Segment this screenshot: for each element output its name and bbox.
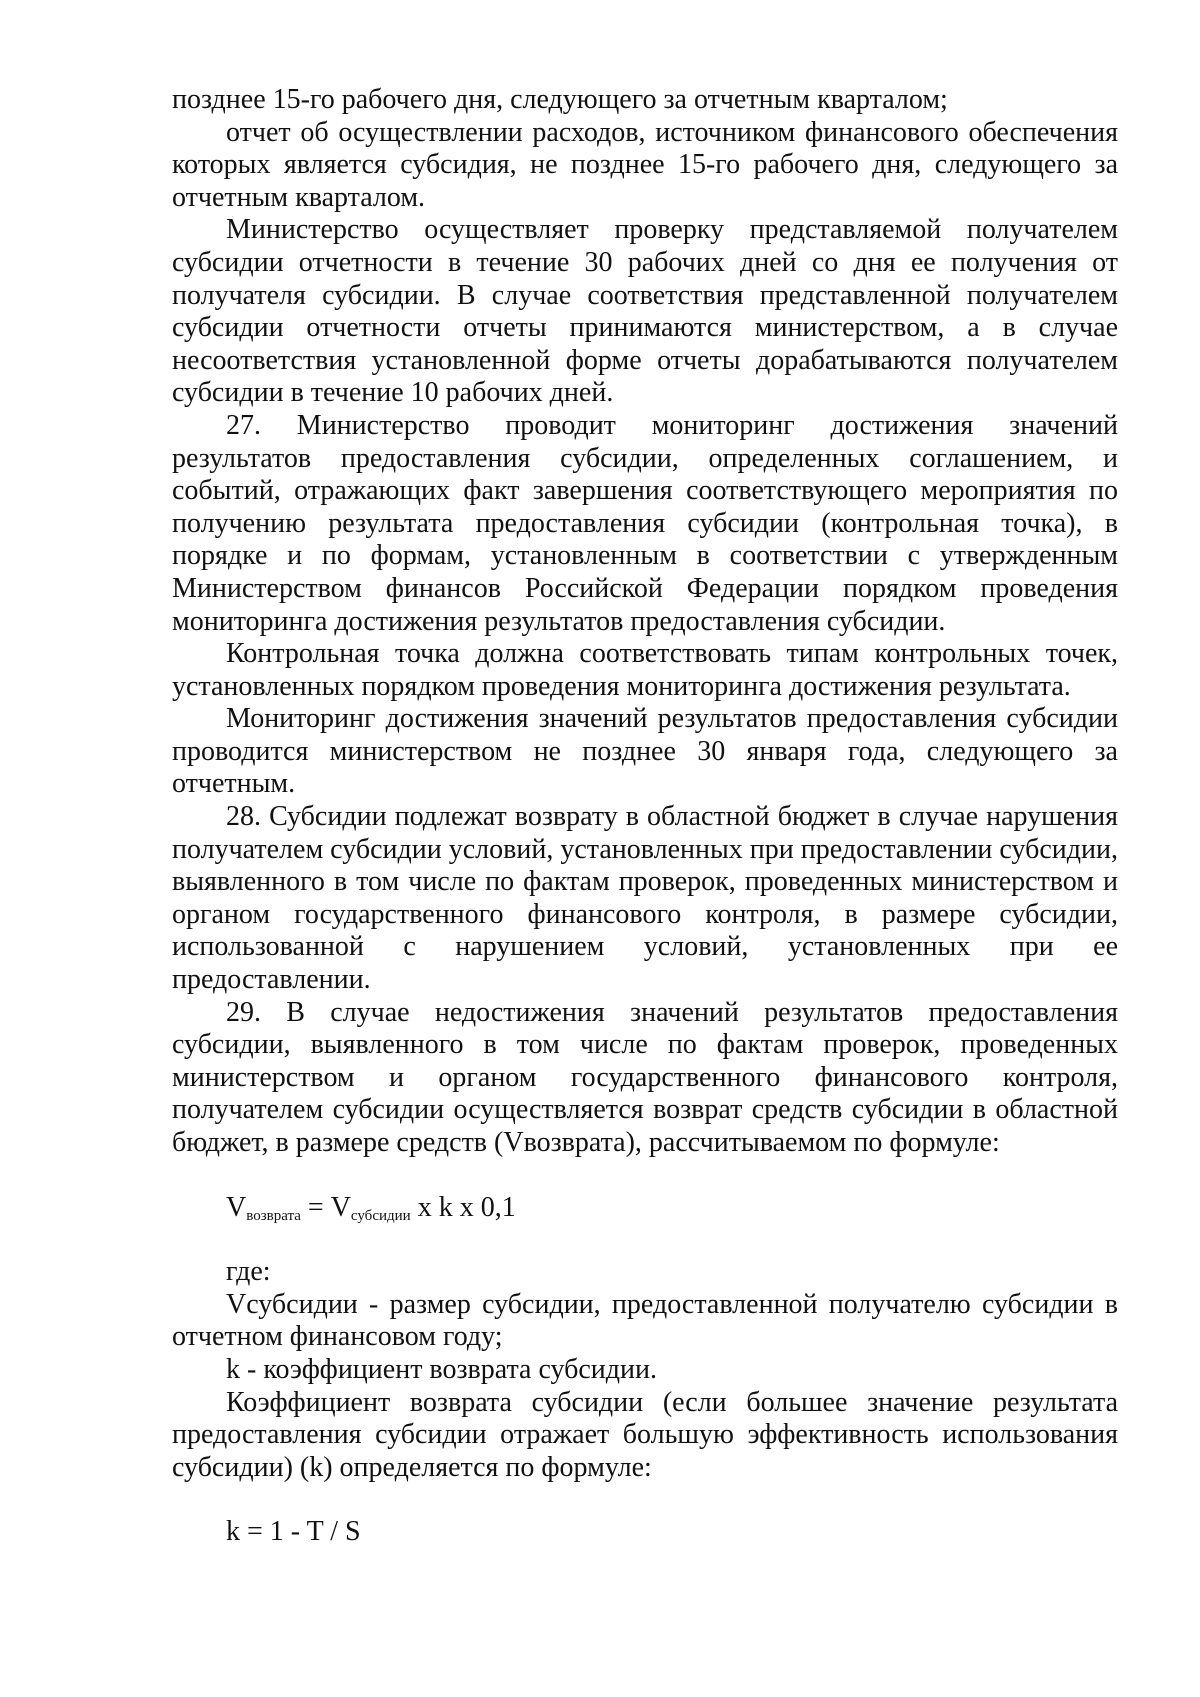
paragraph-clause-27: 27. Министерство проводит мониторинг достижения значений результатов предоставления субсидии, определенных соглашением, и событий, отражающих факт завершения соответствующего мероприятия по получению результата предоставления субсидии (контрольная точка), в порядке и по формам, установленным в соответствии с утвержденным Министерством финансов Российской Федерации порядком проведения мониторинга достижения результатов предоставления субсидии. (172, 409, 1118, 637)
paragraph-clause-28: 28. Субсидии подлежат возврату в областной бюджет в случае нарушения получателем субсидии условий, установленных при предоставлении субсидии, выявленного в том числе по фактам проверок, проведенных министерством и органом государственного финансового контроля, в размере субсидии, использованной с нарушением условий, установленных при ее предоставлении. (172, 801, 1118, 996)
paragraph-control-point: Контрольная точка должна соответствовать типам контрольных точек, установленных порядком проведения мониторинга достижения результата. (172, 638, 1118, 702)
paragraph-ministry-check: Министерство осуществляет проверку представляемой получателем субсидии отчетности в течение 30 рабочих дней со дня ее получения от получателя субсидии. В случае соответствия представленной получателем субсидии отчетности отчеты принимаются министерством, а в случае несоответствия установленной форме отчеты дорабатываются получателем субсидии в течение 10 рабочих дней. (172, 214, 1118, 409)
formula-v2-main: V (330, 1191, 351, 1223)
paragraph-expense-report: отчет об осуществлении расходов, источником финансового обеспечения которых является субсидия, не позднее 15-го рабочего дня, следующего за отчетным кварталом. (172, 116, 1118, 213)
formula-v2-subscript: субсидии (350, 1207, 411, 1224)
formula-rest: x k x 0,1 (410, 1191, 516, 1223)
formula-refund (172, 1192, 1118, 1225)
paragraph-monitoring-deadline: Мониторинг достижения значений результатов предоставления субсидии проводится министерством не позднее 30 января года, следующего за отчетным. (172, 703, 1118, 800)
formula-v-main: V (226, 1191, 247, 1223)
formula-coefficient: k = 1 - T / S (226, 1516, 361, 1548)
paragraph-deadline-continuation: позднее 15-го рабочего дня, следующего за отчетным кварталом; (172, 84, 948, 115)
formula-equals: = (300, 1191, 331, 1223)
paragraph-k-def: k - коэффициент возврата субсидии. (226, 1353, 658, 1385)
paragraph-clause-29: 29. В случае недостижения значений результатов предоставления субсидии, выявленного в том числе по фактам проверок, проведенных министерством и органом государственного финансового контроля, получателем субсидии осуществляется возврат средств субсидии в областной бюджет, в размере средств (Vвозврата), рассчитываемом по формуле: (172, 996, 1118, 1158)
paragraph-v-subsidy-def: Vсубсидии - размер субсидии, предоставленной получателю субсидии в отчетном финансовом году; (172, 1288, 1118, 1353)
where-label: где: (226, 1256, 271, 1288)
paragraph-coefficient-intro: Коэффициент возврата субсидии (если большее значение результата предоставления субсидии отражает большую эффективность использования субсидии) (k) определяется по формуле: (172, 1386, 1118, 1483)
document-page (172, 84, 1118, 1549)
formula-v-subscript: возврата (246, 1207, 301, 1224)
